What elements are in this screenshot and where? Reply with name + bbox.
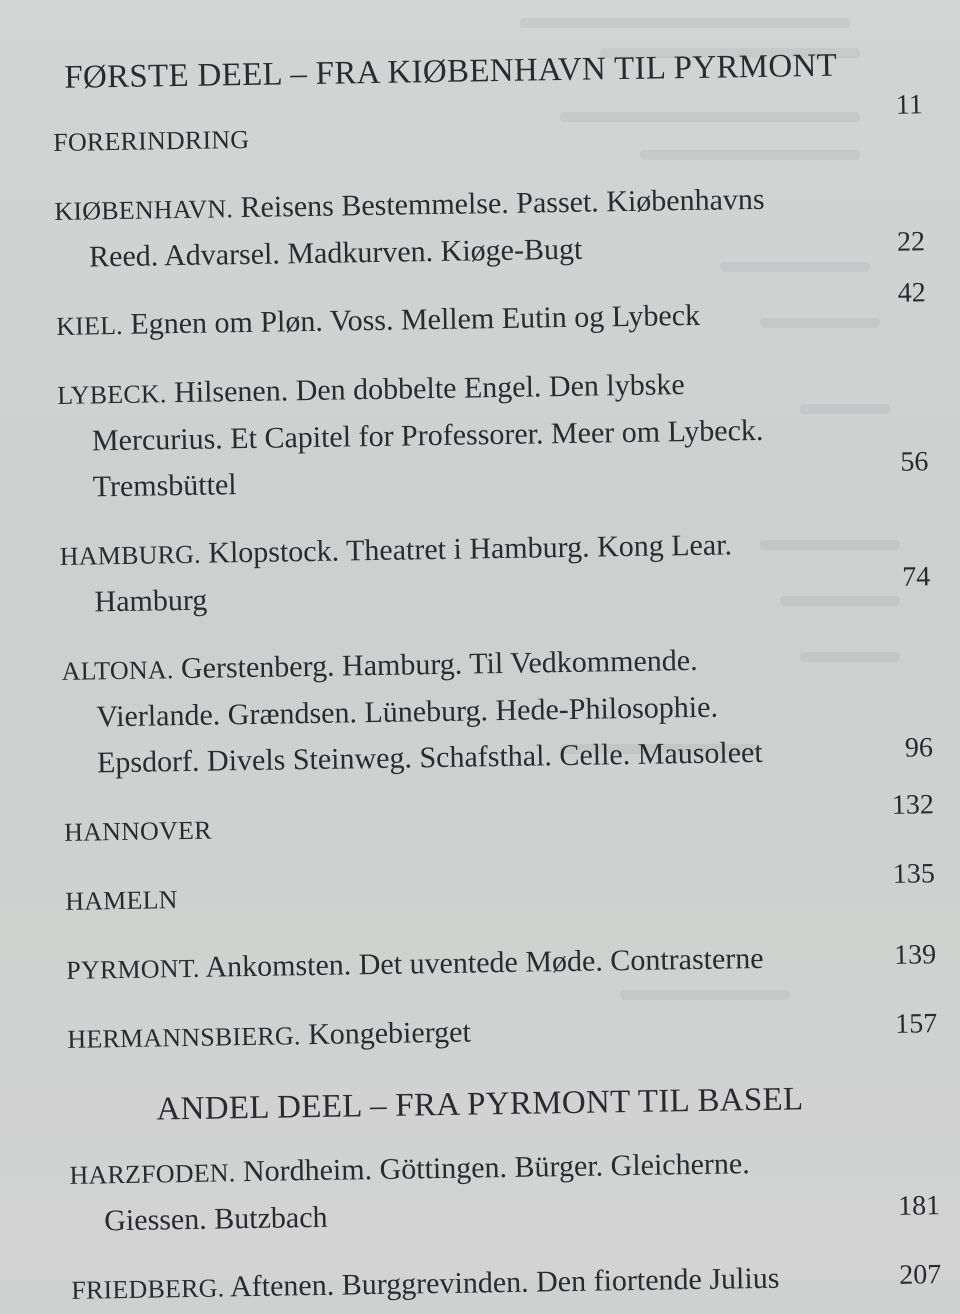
toc-entry	[63, 789, 945, 856]
page-number: 181	[897, 1190, 941, 1222]
entry-line	[66, 935, 847, 994]
entry-place: HAMELN	[64, 885, 178, 916]
page-number: 56	[900, 446, 929, 478]
page-number: 22	[896, 226, 926, 258]
page-number: 42	[897, 277, 927, 309]
entry-place: KIEL.	[55, 310, 124, 341]
entry-text: Klopstock. Theatret i Hamburg. Kong Lear.	[200, 528, 733, 570]
entry-text: Nordheim. Göttingen. Bürger. Gleicherne.	[235, 1147, 750, 1189]
entry-line-cont: Tremsbüttel	[92, 468, 237, 504]
entry-place: HERMANNSBIERG.	[67, 1021, 301, 1054]
page-number: 135	[892, 858, 936, 890]
toc-entry	[55, 277, 937, 350]
page-number: 11	[895, 89, 924, 121]
entry-line	[56, 291, 837, 350]
toc-entry	[54, 174, 935, 281]
toc-entry	[71, 1253, 952, 1314]
entry-text: Egnen om Pløn. Voss. Mellem Eutin og Lybeck	[122, 298, 701, 341]
page-number: 96	[904, 732, 934, 764]
entry-line-cont: Hamburg	[94, 583, 208, 619]
entry-line	[71, 1255, 852, 1314]
page-number: 207	[898, 1259, 942, 1291]
entry-place: FORERINDRING	[53, 124, 250, 157]
toc-entry	[53, 89, 934, 166]
entry-text: Gerstenberg. Hamburg. Til Vedkommende.	[173, 643, 698, 686]
entry-place: LYBECK.	[57, 379, 167, 410]
page-number: 139	[893, 939, 937, 971]
entry-line-cont: Mercurius. Et Capitel for Professorer. Meer om Lybeck.	[91, 413, 764, 458]
entry-text: Ankomsten. Det uventede Møde. Contrasterne	[199, 941, 764, 984]
entry-text: Kongebierget	[300, 1015, 472, 1052]
entry-place: HANNOVER	[63, 815, 212, 847]
entry-line-cont: Reed. Advarsel. Madkurven. Kiøge-Bugt	[88, 232, 583, 274]
entry-line	[53, 107, 834, 166]
entry-line	[65, 866, 846, 925]
entry-text: Reisens Bestemmelse. Passet. Kiøbenhavns	[232, 182, 765, 225]
toc-entry	[57, 358, 939, 511]
entry-text: Aftenen. Burggrevinden. Den fiortende Julius	[224, 1261, 780, 1304]
entry-place: PYRMONT.	[66, 953, 200, 985]
page-number: 157	[895, 1008, 938, 1040]
toc-entry	[59, 519, 940, 626]
toc-entry	[66, 933, 947, 994]
entry-place: HAMBURG.	[59, 539, 202, 571]
page-number: 74	[901, 561, 931, 593]
toc-entry	[64, 858, 946, 925]
entry-line-cont: Epsdorf. Divels Steinweg. Schafsthal. Celle. Mausoleet	[96, 735, 763, 780]
toc-entry	[61, 634, 943, 787]
entry-text: Hilsenen. Den dobbelte Engel. Den lybske	[166, 368, 685, 410]
entry-line	[64, 797, 845, 856]
toc-entry	[67, 1002, 948, 1063]
entry-place: HARZFODEN.	[69, 1158, 236, 1190]
toc-entry	[69, 1138, 950, 1245]
entry-place: FRIEDBERG.	[71, 1273, 225, 1305]
entry-place: ALTONA.	[61, 655, 174, 686]
part-heading: FØRSTE DEEL – FRA KIØBENHAVN TIL PYRMONT	[63, 47, 838, 96]
entry-place: KIØBENHAVN.	[54, 194, 234, 226]
table-of-contents	[52, 46, 952, 1314]
page-number: 132	[891, 789, 935, 821]
entry-line-cont: Giessen. Butzbach	[103, 1200, 328, 1238]
toc-entries-part2	[69, 1138, 951, 1314]
entry-line-cont: Vierlande. Grændsen. Lüneburg. Hede-Philosophie.	[96, 690, 719, 734]
part-heading: ANDEL DEEL – FRA PYRMONT TIL BASEL	[156, 1081, 804, 1128]
entry-line	[67, 1004, 848, 1063]
toc-entries-part1	[53, 89, 948, 1063]
